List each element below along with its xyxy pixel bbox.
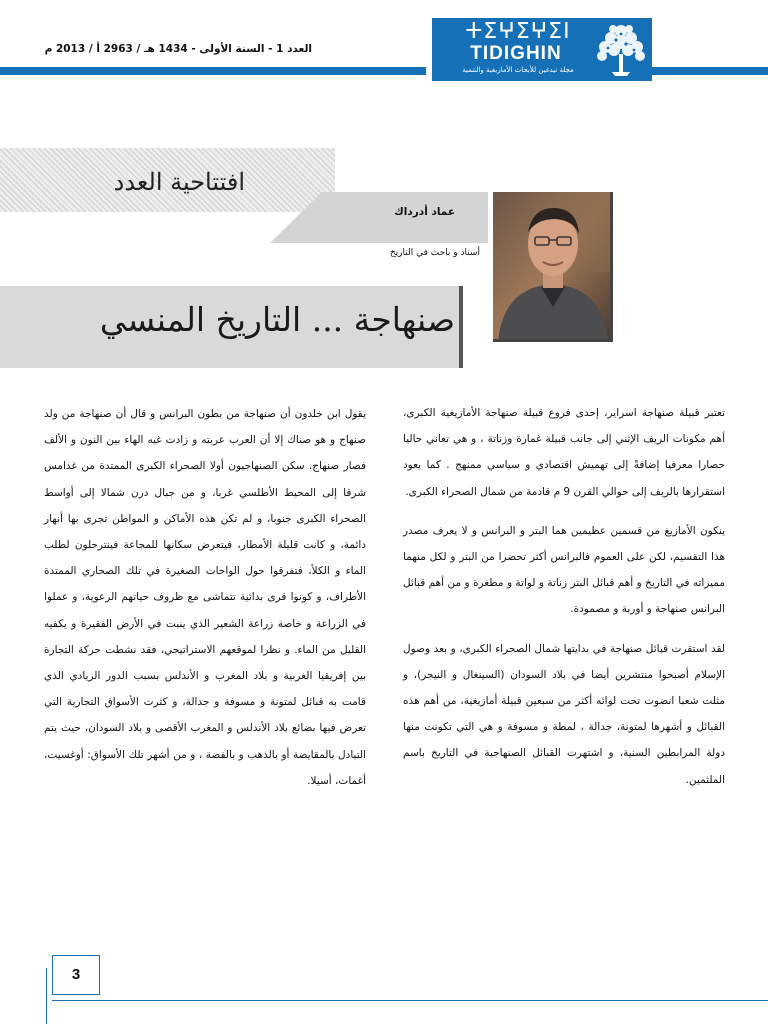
header-rule	[0, 67, 768, 75]
paragraph: تعتبر قبيلة صنهاجة اسراير، إحدى فروع قبيلة صنهاجة الأمازيغية الكبرى، أهم مكونات الريف الإثني إلى جانب قبيلة غمارة وزناتة ، و هي تعاني حاليا حصارا معرفيا إضافةً إلى تهميش اقتصادي و سياسي ممنهج . كما يعود استقرارها بالريف إلى حوالي القرن 9 م قادمة من شمال الصحراء الكبرى.	[403, 407, 725, 498]
masthead-subtitle: مجلة تيدغين للأبحاث الأمازيغية والتنمية	[462, 66, 574, 74]
article-title: صنهاجة ... التاريخ المنسي	[99, 300, 455, 339]
author-role: أستاذ و باحث في التاريخ	[389, 248, 480, 258]
paragraph: ينكون الأمازيغ من قسمين عظيمين هما البتر و البرانس و لا يعرف مصدر هذا التقسيم، لكن على العموم فالبرانس أكثر تحضرا من البتر و لكل منهما مميزاته في التاريخ و أهم قبائل البتر زناتة و لواتة و مطغرة و من أهم قبائل البرانس صنهاجة و أوربة و مصمودة.	[403, 524, 725, 616]
article-column-left	[44, 401, 366, 807]
masthead-tifinagh-title: ⵜⵉⵖⵉⵖⵉⵏ	[465, 19, 571, 44]
paragraph: يقول ابن خلدون أن صنهاجة من بطون البرانس و قال أن صنهاجة من ولد صنهاج و هو صناك إلا أن العرب عربته و زادت غيه الهاء بين النون و الألف فصار صنهاج. سكن الصنهاجيون أولا الصحراء الكبرى الممتدة من غدامس شرقا إلى المحيط الأطلسي غربا، و من جبال درن شمالا إلى أواسط الصحراء الكبرى جنوبا، و لم تكن هذه الأماكن و المواطن تجرى بها أنهار دائمة، و كانت قليلة الأمطار، فيتعرض سكانها للمجاعة فينترحلون لطلب الماء و الكلأ، فتفرقوا حول الواحات الصغيرة في تلك الصحاري الممتدة الأطراف، و كونوا قرى بدائية تتماشى مع ظروف حياتهم الرعوية، و عملوا في الزراعة و خاصة زراعة الشعير الذي ينبت في الأرض الفقيرة و يكفيه القليل من الماء. و نظرا لموقعهم الاستراتيجي، فقد نشطت حركة التجارة بين إفريقيا الغربية و بلاد المغرب و الأندلس بسبب الدور الريادي الذي قامت به قبائل لمتونة و مسوفة و جدالة، و كثرت الأسواق التجارية التي تعرض فيها بضائع بلاد الأندلس و المغرب الأقصى و بلاد السودان، حيث يتم التبادل بالمقايضة أو بالذهب و بالفضة ، و من أشهر تلك الأسواق: أوغسيت، أغمات، أسيلا.	[44, 408, 366, 787]
author-photo	[493, 192, 613, 342]
section-label: افتتاحية العدد	[113, 168, 245, 196]
folio-rule-vertical	[46, 968, 47, 1024]
author-name: عماد أدرداك	[394, 206, 455, 218]
issue-info: العدد 1 - السنة الأولى - 1434 هـ / 2963 أ / 2013 م	[44, 43, 312, 55]
page-number: 3	[52, 955, 100, 995]
paragraph: لقد استقرت قبائل صنهاجة في بدايتها شمال الصحراء الكبرى، و بعد وصول الإسلام أصبحوا منتشرين أيضا في بلاد السودان (السينغال و النيجر)، و مثلت شعبا انضوت تحت لوائه أكثر من سبعين قبيلة أمازيغية، من أهم هذه القبائل و أشهرها لمتونة، جدالة ، لمطة و مسوفة و هي التي تكونت منها دولة المرابطين السنية، و اشتهرت القبائل الصنهاجية في التاريخ باسم الملثمين.	[403, 642, 725, 786]
folio-rule-horizontal	[52, 1000, 768, 1001]
masthead-latin-title: TIDIGHIN	[470, 43, 562, 64]
article-column-right	[403, 400, 725, 806]
tree-logo-icon	[592, 22, 650, 78]
